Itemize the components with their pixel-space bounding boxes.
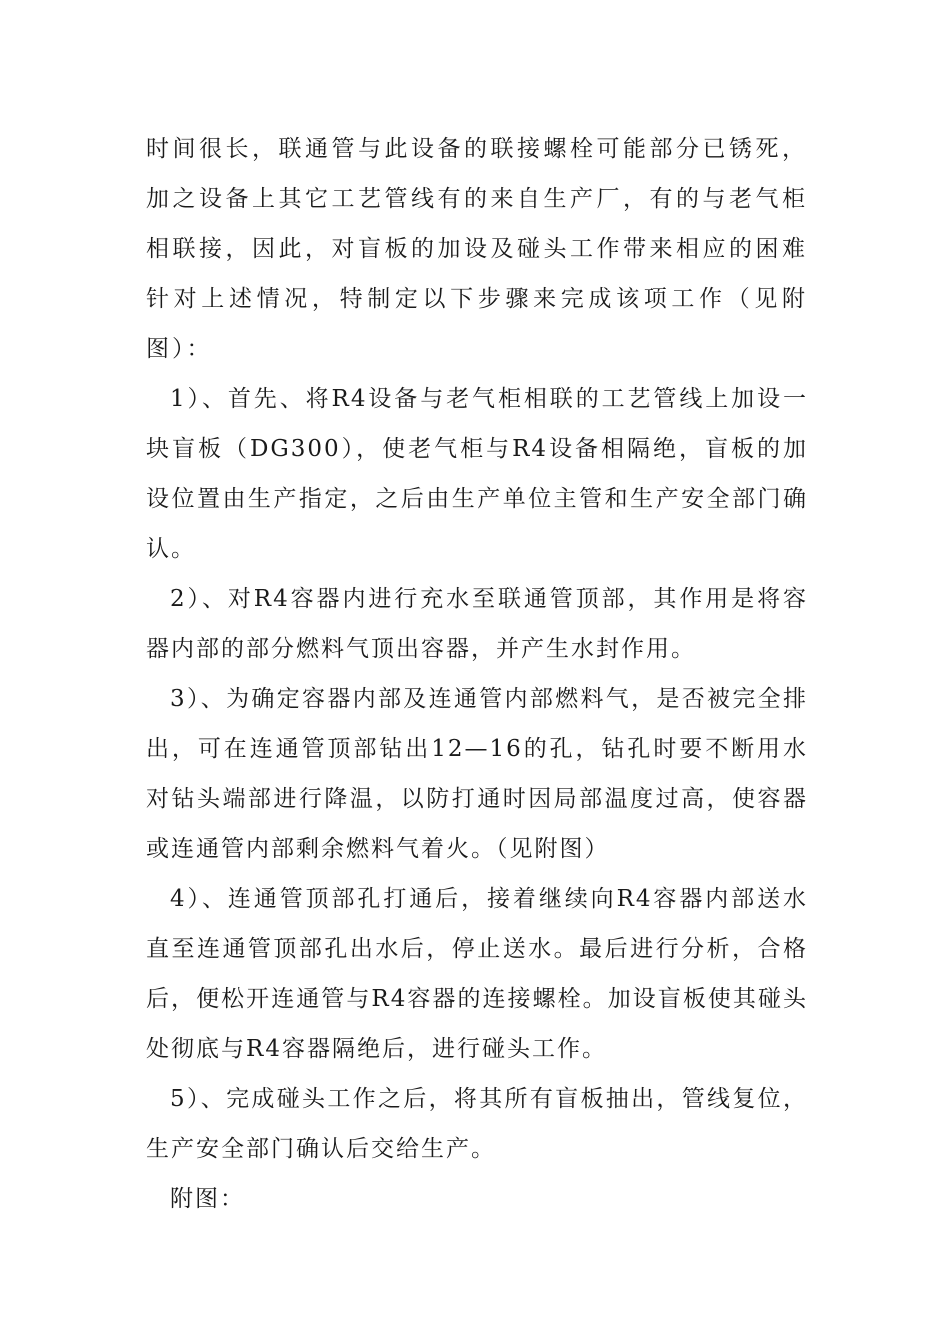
paragraph-step-2: 2）、对R4容器内进行充水至联通管顶部，其作用是将容器内部的部分燃料气顶出容器，并产生水封作用。 — [146, 586, 808, 662]
paragraph-step-5: 5）、完成碰头工作之后，将其所有盲板抽出，管线复位，生产安全部门确认后交给生产。 — [146, 1086, 808, 1162]
document-body — [146, 124, 808, 1224]
paragraph-intro: 时间很长，联通管与此设备的联接螺栓可能部分已锈死，加之设备上其它工艺管线有的来自生产厂，有的与老气柜相联接，因此，对盲板的加设及碰头工作带来相应的困难针对上述情况，特制定以下步骤来完成该项工作（见附图）： — [146, 136, 808, 362]
paragraph-attachment-label: 附图： — [170, 1186, 245, 1212]
paragraph-step-3: 3）、为确定容器内部及连通管内部燃料气，是否被完全排出，可在连通管顶部钻出12—16的孔，钻孔时要不断用水对钻头端部进行降温，以防打通时因局部温度过高，使容器或连通管内部剩余燃料气着火。（见附图） — [146, 686, 808, 862]
paragraph-step-1: 1）、首先、将R4设备与老气柜相联的工艺管线上加设一块盲板（DG300），使老气柜与R4设备相隔绝，盲板的加设位置由生产指定，之后由生产单位主管和生产安全部门确认。 — [146, 386, 808, 562]
paragraph-step-4: 4）、连通管顶部孔打通后，接着继续向R4容器内部送水直至连通管顶部孔出水后，停止送水。最后进行分析，合格后，便松开连通管与R4容器的连接螺栓。加设盲板使其碰头处彻底与R4容器隔绝后，进行碰头工作。 — [146, 886, 808, 1062]
